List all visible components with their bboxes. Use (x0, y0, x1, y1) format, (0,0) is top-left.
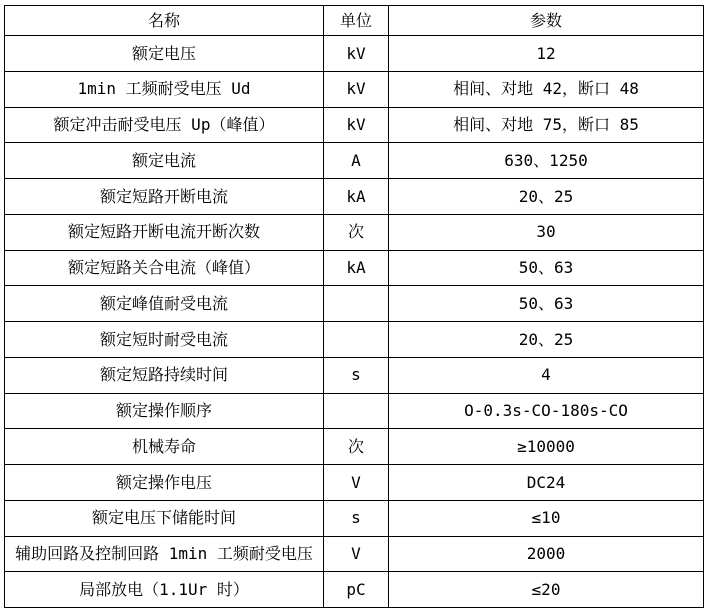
spec-unit-cell: pC (324, 572, 389, 608)
spec-name-cell: 额定峰值耐受电流 (5, 286, 324, 322)
spec-value-cell: 20、25 (389, 322, 704, 358)
spec-value-cell: 50、63 (389, 250, 704, 286)
spec-unit-cell (324, 286, 389, 322)
spec-value-cell: 12 (389, 36, 704, 72)
table-row (5, 36, 704, 72)
spec-name-cell: 额定短路持续时间 (5, 357, 324, 393)
table-row (5, 429, 704, 465)
spec-unit-cell: kV (324, 107, 389, 143)
spec-name-cell: 额定短路关合电流（峰值） (5, 250, 324, 286)
table-row (5, 179, 704, 215)
spec-unit-cell: kV (324, 36, 389, 72)
table-row (5, 357, 704, 393)
spec-name-cell: 1min 工频耐受电压 Ud (5, 71, 324, 107)
spec-value-cell: 20、25 (389, 179, 704, 215)
spec-value-cell: ≤20 (389, 572, 704, 608)
table-row (5, 71, 704, 107)
spec-unit-cell (324, 322, 389, 358)
spec-name-cell: 额定操作电压 (5, 465, 324, 501)
spec-name-cell: 额定短路开断电流 (5, 179, 324, 215)
spec-unit-cell: s (324, 357, 389, 393)
spec-name-cell: 额定电压下储能时间 (5, 500, 324, 536)
spec-unit-cell: kA (324, 250, 389, 286)
spec-unit-cell: kV (324, 71, 389, 107)
table-row (5, 465, 704, 501)
table-header-row (5, 6, 704, 36)
spec-name-cell: 额定短时耐受电流 (5, 322, 324, 358)
spec-unit-cell: V (324, 536, 389, 572)
table-row (5, 393, 704, 429)
spec-unit-cell: V (324, 465, 389, 501)
spec-value-cell: ≤10 (389, 500, 704, 536)
spec-unit-cell (324, 393, 389, 429)
spec-value-cell: 相间、对地 75，断口 85 (389, 107, 704, 143)
spec-value-cell: O-0.3s-CO-180s-CO (389, 393, 704, 429)
spec-name-cell: 辅助回路及控制回路 1min 工频耐受电压 (5, 536, 324, 572)
table-row (5, 250, 704, 286)
spec-name-cell: 额定操作顺序 (5, 393, 324, 429)
spec-value-cell: 630、1250 (389, 143, 704, 179)
spec-value-cell: ≥10000 (389, 429, 704, 465)
table-row (5, 214, 704, 250)
table-row (5, 143, 704, 179)
table-row (5, 107, 704, 143)
table-row (5, 286, 704, 322)
column-header-name: 名称 (5, 6, 324, 36)
table-row (5, 572, 704, 608)
spec-value-cell: DC24 (389, 465, 704, 501)
spec-value-cell: 30 (389, 214, 704, 250)
spec-name-cell: 额定短路开断电流开断次数 (5, 214, 324, 250)
spec-value-cell: 相间、对地 42，断口 48 (389, 71, 704, 107)
table-row (5, 500, 704, 536)
spec-unit-cell: 次 (324, 214, 389, 250)
spec-unit-cell: A (324, 143, 389, 179)
table-row (5, 322, 704, 358)
column-header-unit: 单位 (324, 6, 389, 36)
spec-unit-cell: kA (324, 179, 389, 215)
spec-unit-cell: s (324, 500, 389, 536)
spec-name-cell: 额定电压 (5, 36, 324, 72)
column-header-value: 参数 (389, 6, 704, 36)
specification-table (4, 5, 704, 608)
spec-name-cell: 额定电流 (5, 143, 324, 179)
spec-value-cell: 50、63 (389, 286, 704, 322)
table-row (5, 536, 704, 572)
spec-name-cell: 局部放电（1.1Ur 时） (5, 572, 324, 608)
spec-name-cell: 机械寿命 (5, 429, 324, 465)
spec-value-cell: 4 (389, 357, 704, 393)
spec-value-cell: 2000 (389, 536, 704, 572)
spec-unit-cell: 次 (324, 429, 389, 465)
spec-name-cell: 额定冲击耐受电压 Up（峰值） (5, 107, 324, 143)
